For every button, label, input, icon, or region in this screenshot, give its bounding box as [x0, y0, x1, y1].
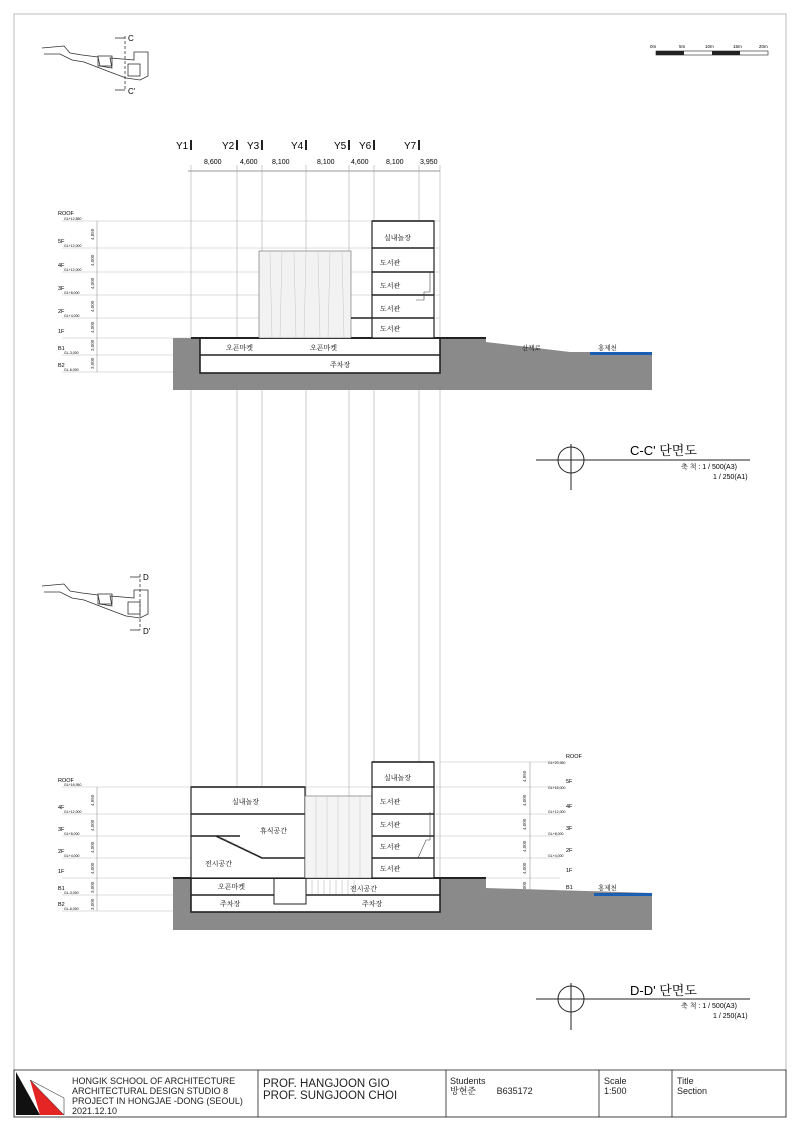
key-mark-d: D: [143, 573, 149, 582]
dd-floor-1f-left: 1F: [58, 869, 65, 875]
dd-scale-a3: 축 척 : 1 / 500(A3): [681, 1003, 737, 1010]
cc-level-2f: GL+4,000: [64, 314, 80, 318]
svg-text:4,000: 4,000: [90, 254, 95, 266]
dd-level-roof-left: GL+16,950: [64, 783, 82, 787]
dd-floor-5f-right: 5F: [566, 779, 573, 785]
cc-floor-roof: ROOF: [58, 211, 74, 217]
grid-label-y6: Y6: [359, 141, 372, 152]
svg-text:4,000: 4,000: [90, 862, 95, 874]
student-entry: [450, 1086, 595, 1096]
student-id: B635172: [496, 1086, 533, 1096]
project-name: PROJECT IN HONGJAE -DONG (SEOUL): [72, 1096, 243, 1106]
svg-text:4,000: 4,000: [90, 300, 95, 312]
grid-dim-1: 8,600: [204, 159, 222, 166]
cc-room-open-market-2: 오픈마켓: [310, 345, 338, 352]
cc-title: C-C' 단면도: [630, 443, 697, 458]
scale-label: Scale: [604, 1076, 627, 1086]
scale-cell: [604, 1076, 627, 1096]
grid-dim-3: 8,100: [272, 159, 290, 166]
dd-room-library-4f: 도서관: [380, 822, 401, 829]
cc-level-5f: GL+12,000: [64, 244, 82, 248]
student-name: 방현준: [450, 1086, 477, 1096]
grid-label-y7: Y7: [404, 141, 417, 152]
grid-dim-5: 4,600: [351, 159, 369, 166]
svg-text:4,000: 4,000: [90, 841, 95, 853]
dd-room-indoor-play-tower: 실내놀장: [384, 775, 412, 782]
cc-room-library-3f: 도서관: [380, 306, 401, 313]
cc-room-indoor-play: 실내놀장: [384, 235, 412, 242]
dd-level-3f-left: GL+8,000: [64, 832, 80, 836]
project-date: 2021.12.10: [72, 1106, 118, 1116]
scale-tick-10: 10m: [705, 44, 714, 49]
dd-level-5f-right: GL+16,000: [548, 786, 566, 790]
scale-value: 1:500: [604, 1086, 627, 1096]
dd-floor-2f-right: 2F: [566, 848, 573, 854]
dd-room-open-market: 오픈마켓: [218, 884, 246, 891]
dd-level-b1-left: GL-3,000: [64, 891, 79, 895]
svg-text:3,000: 3,000: [90, 898, 95, 910]
dd-dim-heights-left: [90, 794, 95, 910]
key-mark-c-prime: C': [128, 87, 136, 96]
svg-text:3,000: 3,000: [90, 357, 95, 369]
dd-level-2f-right: GL+4,000: [548, 854, 564, 858]
school-name: HONGIK SCHOOL OF ARCHITECTURE: [72, 1076, 236, 1086]
grid-dim-4: 8,100: [317, 159, 335, 166]
sheet-frame: [14, 14, 786, 1117]
grid-dim-2: 4,600: [240, 159, 258, 166]
scale-tick-0: 0m: [650, 44, 657, 49]
dd-level-3f-right: GL+8,000: [548, 832, 564, 836]
svg-text:4,000: 4,000: [522, 862, 527, 874]
students-label: Students: [450, 1076, 486, 1086]
dd-floor-1f-right: 1F: [566, 868, 573, 874]
cc-floor-4f: 4F: [58, 263, 65, 269]
dd-level-2f-left: GL+4,000: [64, 854, 80, 858]
svg-text:4,950: 4,950: [90, 794, 95, 806]
professor-1: PROF. HANGJOON GIO: [263, 1078, 390, 1090]
students-cell: [450, 1076, 595, 1096]
grid-label-y5: Y5: [334, 141, 347, 152]
studio-name: ARCHITECTURAL DESIGN STUDIO 8: [72, 1086, 229, 1096]
title-cell: [677, 1076, 707, 1096]
dd-level-4f-left: GL+12,000: [64, 810, 82, 814]
cc-scale-a1: 1 / 250(A1): [713, 474, 748, 481]
dd-title: D-D' 단면도: [630, 983, 697, 998]
dd-floor-b1-left: B1: [58, 886, 65, 892]
dd-room-library-2f: 도서관: [380, 866, 401, 873]
cc-level-b2: GL-6,000: [64, 368, 79, 372]
grid-label-y4: Y4: [291, 141, 304, 152]
title-label: Title: [677, 1076, 694, 1086]
professor-2: PROF. SUNGJOON CHOI: [263, 1090, 398, 1102]
dd-floor-3f-right: 3F: [566, 826, 573, 832]
scale-bar: [656, 51, 768, 55]
svg-text:4,000: 4,000: [522, 840, 527, 852]
key-plan-d: [42, 574, 148, 630]
cc-room-library-2f: 도서관: [380, 326, 401, 333]
svg-text:4,000: 4,000: [522, 794, 527, 806]
dd-scale-a1: 1 / 250(A1): [713, 1013, 748, 1020]
key-plan-c: [42, 36, 148, 90]
scale-tick-15: 15m: [733, 44, 742, 49]
cc-level-4f: GL+12,000: [64, 268, 82, 272]
dd-floor-2f-left: 2F: [58, 849, 65, 855]
school-info: [72, 1076, 243, 1116]
dd-room-library-3f: 도서관: [380, 844, 401, 851]
svg-text:4,000: 4,000: [90, 277, 95, 289]
scale-tick-20: 20m: [759, 44, 768, 49]
key-mark-c: C: [128, 34, 134, 43]
cc-level-3f: GL+8,000: [64, 291, 80, 295]
svg-text:4,000: 4,000: [90, 321, 95, 333]
dd-level-4f-right: GL+12,000: [548, 810, 566, 814]
cc-dim-heights: [90, 228, 95, 369]
dd-room-rest-space: 휴식공간: [260, 828, 288, 835]
dd-floor-4f-left: 4F: [58, 805, 65, 811]
dd-room-parking-left: 주차장: [220, 901, 241, 908]
grid-label-y1: Y1: [176, 141, 189, 152]
cc-level-roof: GL+12,850: [64, 217, 82, 221]
dd-dim-heights-right: [522, 770, 527, 910]
dd-middle-glass: [305, 796, 372, 878]
dd-floor-4f-right: 4F: [566, 804, 573, 810]
cc-room-parking: 주차장: [330, 362, 351, 369]
cc-level-b1: GL-3,000: [64, 351, 79, 355]
grid-dim-6: 8,100: [386, 159, 404, 166]
cc-label-stream: 홍제천: [598, 345, 617, 352]
cc-room-library-4f: 도서관: [380, 283, 401, 290]
dd-level-b2-left: GL-6,000: [64, 907, 79, 911]
dd-floor-roof-left: ROOF: [58, 778, 74, 784]
svg-text:4,850: 4,850: [90, 228, 95, 240]
cc-room-library-5f: 도서관: [380, 260, 401, 267]
dd-level-roof-right: GL+20,950: [548, 761, 566, 765]
cc-floor-2f: 2F: [58, 309, 65, 315]
grid-label-y3: Y3: [247, 141, 260, 152]
cc-floor-3f: 3F: [58, 286, 65, 292]
svg-text:4,000: 4,000: [522, 818, 527, 830]
svg-text:3,000: 3,000: [90, 339, 95, 351]
svg-text:3,000: 3,000: [90, 881, 95, 893]
cc-floor-1f: 1F: [58, 329, 65, 335]
svg-text:4,000: 4,000: [90, 819, 95, 831]
grid-label-y2: Y2: [222, 141, 235, 152]
dd-floor-3f-left: 3F: [58, 827, 65, 833]
dd-stream-water: [594, 893, 652, 896]
dd-floor-b2-left: B2: [58, 902, 65, 908]
hongik-logo-icon: [16, 1072, 64, 1115]
cc-room-open-market-1: 오픈마켓: [226, 345, 254, 352]
cc-floor-b1: B1: [58, 346, 65, 352]
cc-floor-b2: B2: [58, 363, 65, 369]
svg-text:3,000: 3,000: [522, 881, 527, 893]
cc-label-walk: 산책로: [522, 345, 541, 352]
grid-dim-7: 3,950: [420, 159, 438, 166]
dd-room-exhibition-left: 전시공간: [205, 861, 233, 868]
dd-room-exhibition-b1: 전시공간: [350, 886, 378, 893]
professors: [263, 1078, 397, 1102]
dd-room-indoor-play-left: 실내놀장: [232, 799, 260, 806]
svg-text:4,950: 4,950: [522, 770, 527, 782]
cc-scale-a3: 축 척 : 1 / 500(A3): [681, 464, 737, 471]
dd-floor-b1-right: B1: [566, 885, 573, 891]
cc-stream-water: [590, 352, 652, 355]
key-mark-d-prime: D': [143, 627, 151, 636]
dd-label-stream: 홍제천: [598, 885, 617, 892]
dd-room-library-5f: 도서관: [380, 799, 401, 806]
title-value: Section: [677, 1086, 708, 1096]
dd-room-parking-right: 주차장: [362, 901, 383, 908]
cc-floor-5f: 5F: [58, 239, 65, 245]
dd-floor-roof-right: ROOF: [566, 754, 582, 760]
scale-tick-5: 5m: [679, 44, 686, 49]
